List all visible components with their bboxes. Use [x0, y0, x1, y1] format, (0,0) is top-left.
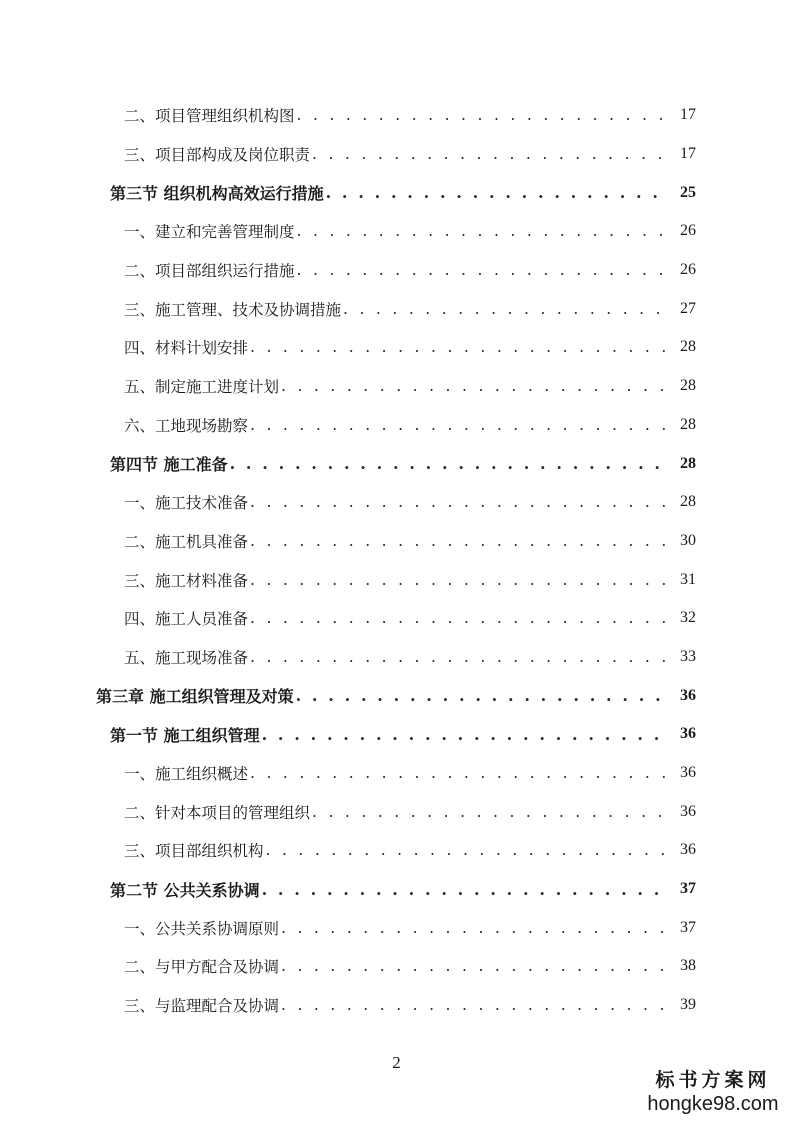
toc-leader-dots: [281, 377, 666, 395]
toc-entry[interactable]: [0, 908, 793, 947]
toc-entry-title: 二、针对本项目的管理组织: [124, 803, 311, 822]
toc-leader-dots: [250, 764, 666, 782]
toc-entry-title: 四、施工人员准备: [124, 610, 249, 629]
toc-entry-page: 38: [680, 957, 696, 975]
toc-leader-dots: [250, 571, 666, 589]
toc-entry-page: 26: [680, 222, 696, 240]
toc-entry[interactable]: [0, 715, 793, 754]
watermark-logo: [643, 1068, 783, 1116]
toc-entry-page: 30: [680, 531, 696, 549]
toc-entry-page: 36: [680, 802, 696, 820]
toc-entry-page: 36: [680, 686, 696, 704]
toc-entry[interactable]: [0, 870, 793, 909]
toc-leader-dots: [326, 183, 666, 202]
toc-entry-page: 37: [680, 918, 696, 936]
toc-entry[interactable]: [0, 792, 793, 831]
toc-entry[interactable]: [0, 444, 793, 483]
toc-entry[interactable]: [0, 638, 793, 677]
toc-entry[interactable]: [0, 328, 793, 367]
toc-entry-title: 五、制定施工进度计划: [124, 378, 280, 397]
toc-leader-dots: [312, 145, 666, 163]
toc-leader-dots: [281, 919, 666, 937]
toc-entry-page: 28: [680, 338, 696, 356]
toc-entry-page: 28: [680, 415, 696, 433]
toc-entry-title: 二、项目管理组织机构图: [124, 107, 295, 126]
toc-leader-dots: [230, 454, 666, 473]
toc-entry[interactable]: [0, 560, 793, 599]
toc-entry-title: 六、工地现场勘察: [124, 416, 249, 435]
toc-entry-page: 28: [680, 493, 696, 511]
toc-leader-dots: [250, 493, 666, 511]
toc-entry[interactable]: [0, 406, 793, 445]
toc-entry-title: 第二节 公共关系协调: [110, 880, 260, 900]
toc-entry-page: 28: [680, 454, 696, 472]
toc-leader-dots: [250, 609, 666, 627]
toc-leader-dots: [281, 957, 666, 975]
toc-leader-dots: [281, 996, 666, 1014]
table-of-contents: [0, 96, 793, 1025]
toc-entry-title: 第四节 施工准备: [110, 455, 228, 475]
toc-entry-page: 26: [680, 261, 696, 279]
toc-entry-page: 28: [680, 377, 696, 395]
toc-leader-dots: [262, 725, 666, 744]
toc-entry[interactable]: [0, 947, 793, 986]
toc-leader-dots: [250, 338, 666, 356]
toc-entry-title: 三、施工材料准备: [124, 571, 249, 590]
toc-entry[interactable]: [0, 135, 793, 174]
toc-entry-title: 第一节 施工组织管理: [110, 725, 260, 745]
toc-entry-page: 17: [680, 145, 696, 163]
toc-entry-page: 33: [680, 647, 696, 665]
page-number: 2: [392, 1053, 401, 1072]
toc-entry-title: 一、公共关系协调原则: [124, 919, 280, 938]
toc-entry[interactable]: [0, 212, 793, 251]
toc-entry-title: 二、施工机具准备: [124, 532, 249, 551]
toc-entry-title: 三、项目部构成及岗位职责: [124, 146, 311, 165]
toc-entry-title: 第三节 组织机构高效运行措施: [110, 184, 324, 204]
watermark-url: hongke98.com: [647, 1093, 779, 1115]
toc-leader-dots: [262, 880, 666, 899]
toc-entry-page: 25: [680, 183, 696, 201]
toc-leader-dots: [343, 300, 666, 318]
toc-entry-page: 39: [680, 996, 696, 1014]
toc-entry-title: 一、施工组织概述: [124, 765, 249, 784]
toc-entry[interactable]: [0, 367, 793, 406]
toc-entry[interactable]: [0, 483, 793, 522]
toc-entry-title: 三、施工管理、技术及协调措施: [124, 300, 342, 319]
toc-entry-title: 三、与监理配合及协调: [124, 997, 280, 1016]
toc-entry[interactable]: [0, 96, 793, 135]
toc-entry[interactable]: [0, 522, 793, 561]
toc-leader-dots: [312, 803, 666, 821]
toc-entry-page: 37: [680, 880, 696, 898]
toc-leader-dots: [296, 686, 666, 705]
toc-entry-title: 第三章 施工组织管理及对策: [96, 687, 294, 707]
toc-entry-page: 36: [680, 725, 696, 743]
toc-entry-title: 三、项目部组织机构: [124, 842, 264, 861]
toc-entry-title: 四、材料计划安排: [124, 339, 249, 358]
toc-entry-page: 36: [680, 764, 696, 782]
toc-entry[interactable]: [0, 676, 793, 715]
toc-entry-page: 27: [680, 299, 696, 317]
toc-entry[interactable]: [0, 173, 793, 212]
toc-entry[interactable]: [0, 986, 793, 1025]
toc-entry-title: 二、项目部组织运行措施: [124, 262, 295, 281]
toc-entry-page: 17: [680, 106, 696, 124]
watermark-title: 标书方案网: [655, 1069, 771, 1091]
toc-leader-dots: [297, 106, 666, 124]
toc-leader-dots: [297, 222, 666, 240]
toc-entry-title: 二、与甲方配合及协调: [124, 958, 280, 977]
toc-entry[interactable]: [0, 599, 793, 638]
toc-leader-dots: [250, 416, 666, 434]
toc-entry[interactable]: [0, 831, 793, 870]
toc-entry-title: 一、建立和完善管理制度: [124, 223, 295, 242]
toc-entry[interactable]: [0, 289, 793, 328]
toc-entry-page: 31: [680, 570, 696, 588]
toc-entry[interactable]: [0, 754, 793, 793]
toc-leader-dots: [250, 532, 666, 550]
toc-leader-dots: [250, 648, 666, 666]
toc-entry[interactable]: [0, 251, 793, 290]
toc-leader-dots: [297, 261, 666, 279]
toc-entry-title: 五、施工现场准备: [124, 648, 249, 667]
toc-entry-title: 一、施工技术准备: [124, 494, 249, 513]
toc-leader-dots: [266, 841, 666, 859]
toc-entry-page: 36: [680, 841, 696, 859]
toc-entry-page: 32: [680, 609, 696, 627]
